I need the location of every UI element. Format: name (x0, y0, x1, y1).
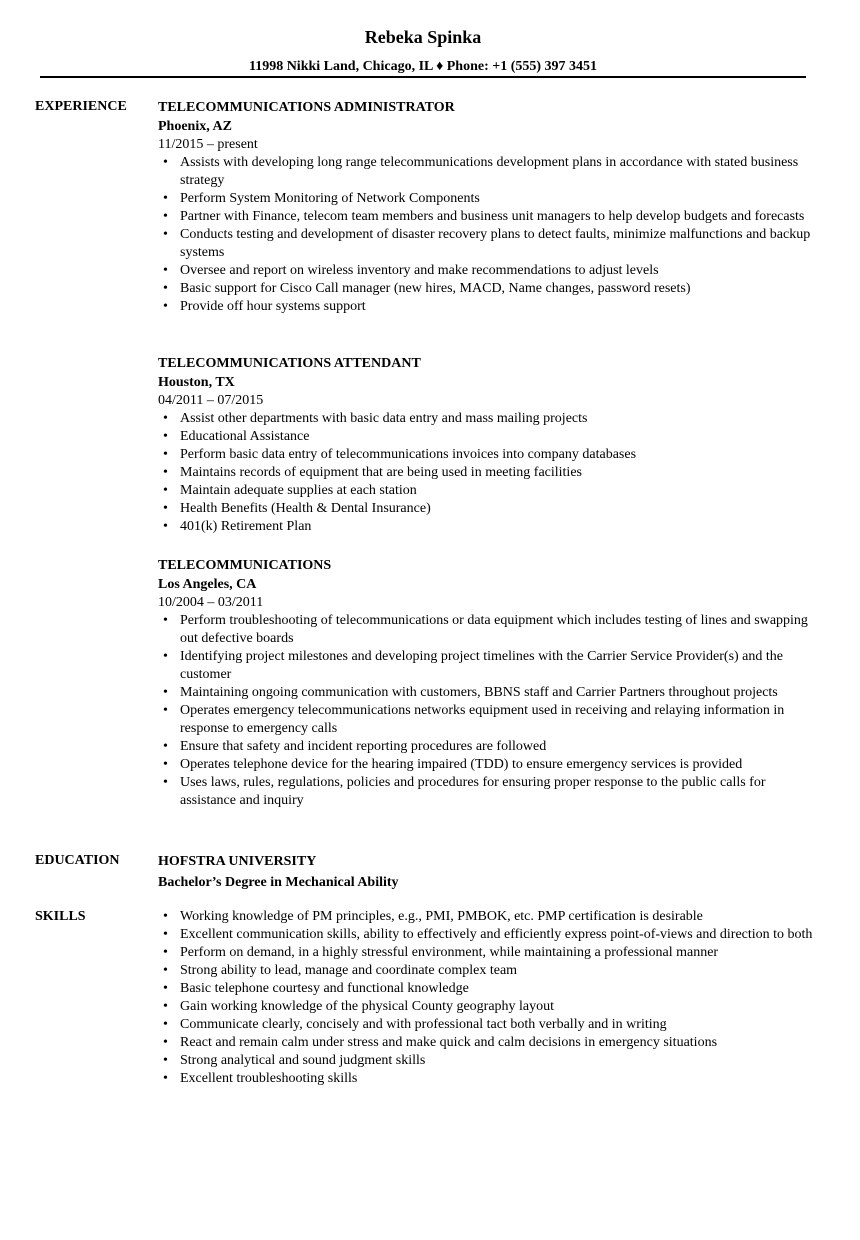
job-location: Los Angeles, CA (158, 577, 257, 592)
job-title: TELECOMMUNICATIONS ADMINISTRATOR (158, 100, 455, 115)
contact-line: 11998 Nikki Land, Chicago, IL ♦ Phone: +1 (555) 397 3451 (248, 59, 598, 74)
skill-item: • React and remain calm under stress and make quick and calm decisions in emergency situations (158, 1034, 818, 1052)
skill-item: • Strong ability to lead, manage and coordinate complex team (158, 962, 818, 980)
bullet-item: • Oversee and report on wireless inventory and make recommendations to adjust levels (158, 262, 818, 280)
education-label: EDUCATION (35, 853, 120, 868)
bullet-item: • Maintain adequate supplies at each station (158, 482, 818, 500)
skill-item: • Excellent communication skills, ability to effectively and efficiently express point-of-views and direction to both (158, 926, 818, 944)
bullet-item: • Basic support for Cisco Call manager (new hires, MACD, Name changes, password resets) (158, 280, 818, 298)
candidate-name: Rebeka Spinka (364, 27, 482, 47)
bullet-item: • Assists with developing long range telecommunications development plans in accordance with stated business strategy (158, 154, 818, 190)
bullet-item: • Operates telephone device for the hearing impaired (TDD) to ensure emergency services is provided (158, 756, 818, 774)
bullet-item: • Health Benefits (Health & Dental Insurance) (158, 500, 818, 518)
bullet-item: • Partner with Finance, telecom team members and business unit managers to help develop budgets and forecasts (158, 208, 818, 226)
bullet-item: • Perform basic data entry of telecommunications invoices into company databases (158, 446, 818, 464)
job-dates: 04/2011 – 07/2015 (158, 393, 264, 408)
bullet-item: • Perform troubleshooting of telecommunications or data equipment which includes testing of lines and swapping out defective boards (158, 612, 818, 648)
job-location: Houston, TX (158, 375, 235, 390)
job-bullets (158, 410, 818, 536)
bullet-item: • Identifying project milestones and developing project timelines with the Carrier Service Provider(s) and the customer (158, 648, 818, 684)
bullet-item: • Ensure that safety and incident reporting procedures are followed (158, 738, 818, 756)
school-name: HOFSTRA UNIVERSITY (158, 854, 317, 869)
bullet-item: • Conducts testing and development of disaster recovery plans to detect faults, minimize malfunctions and backup systems (158, 226, 818, 262)
bullet-item: • Provide off hour systems support (158, 298, 818, 316)
bullet-item: • Perform System Monitoring of Network Components (158, 190, 818, 208)
bullet-item: • Maintains records of equipment that are being used in meeting facilities (158, 464, 818, 482)
bullet-item: • Operates emergency telecommunications networks equipment used in receiving and relaying information in response to emergency calls (158, 702, 818, 738)
job-bullets (158, 612, 818, 810)
skill-item: • Excellent troubleshooting skills (158, 1070, 818, 1088)
skills-entry (158, 908, 818, 1088)
bullet-item: • Assist other departments with basic data entry and mass mailing projects (158, 410, 818, 428)
bullet-item: • Educational Assistance (158, 428, 818, 446)
job-dates: 11/2015 – present (158, 137, 258, 152)
job-bullets (158, 154, 818, 316)
skill-item: • Communicate clearly, concisely and with professional tact both verbally and in writing (158, 1016, 818, 1034)
skills-label: SKILLS (35, 909, 86, 924)
job-entry (158, 557, 818, 810)
bullet-item: • Maintaining ongoing communication with customers, BBNS staff and Carrier Partners throughout projects (158, 684, 818, 702)
job-title: TELECOMMUNICATIONS (158, 558, 332, 573)
skill-item: • Strong analytical and sound judgment skills (158, 1052, 818, 1070)
bullet-item: • Uses laws, rules, regulations, policies and procedures for ensuring proper response to the public calls for assistance and inquiry (158, 774, 818, 810)
education-entry (158, 853, 818, 892)
skill-item: • Perform on demand, in a highly stressful environment, while maintaining a professional manner (158, 944, 818, 962)
degree: Bachelor’s Degree in Mechanical Ability (158, 875, 399, 890)
skill-item: • Basic telephone courtesy and functional knowledge (158, 980, 818, 998)
job-title: TELECOMMUNICATIONS ATTENDANT (158, 356, 421, 371)
skills-list (158, 908, 818, 1088)
header-divider (40, 76, 806, 78)
skill-item: • Gain working knowledge of the physical County geography layout (158, 998, 818, 1016)
skill-item: • Working knowledge of PM principles, e.g., PMI, PMBOK, etc. PMP certification is desirable (158, 908, 818, 926)
experience-label: EXPERIENCE (35, 99, 127, 114)
bullet-item: • 401(k) Retirement Plan (158, 518, 818, 536)
job-location: Phoenix, AZ (158, 119, 232, 134)
job-entry (158, 99, 818, 316)
job-dates: 10/2004 – 03/2011 (158, 595, 264, 610)
job-entry (158, 355, 818, 536)
